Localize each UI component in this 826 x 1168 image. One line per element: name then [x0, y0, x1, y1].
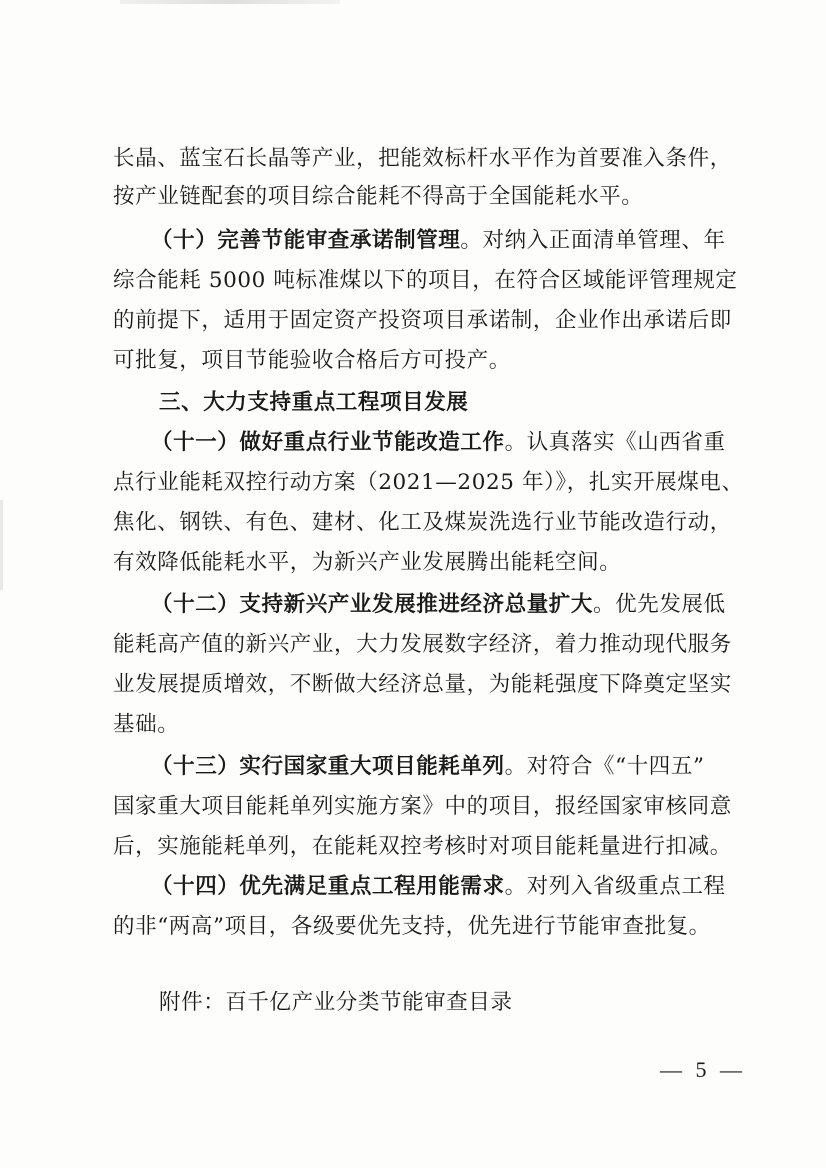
body-line-18 [113, 832, 732, 862]
line-text: 可批复，项目节能验收合格后方可投产。 [113, 348, 511, 373]
section-ten [151, 226, 726, 256]
section-eleven-text: 。认真落实《山西省重 [504, 430, 726, 455]
line-text: 焦化、钢铁、有色、建材、化工及煤炭洗选行业节能改造行动， [113, 510, 732, 535]
section-twelve [151, 590, 726, 620]
page-number: — 5 — [660, 1057, 746, 1082]
section-eleven [151, 428, 726, 458]
section-twelve-text: 。优先发展低 [593, 592, 726, 617]
section-thirteen [151, 752, 705, 782]
heading-text: 三、大力支持重点工程项目发展 [159, 390, 469, 415]
body-line-2 [113, 182, 643, 212]
line-text: 基础。 [113, 712, 180, 737]
section-thirteen-title: （十三）实行国家重大项目能耗单列 [151, 754, 505, 779]
line-text: 按产业链配套的项目综合能耗不得高于全国能耗水平。 [113, 184, 644, 209]
section-fourteen-title: （十四）优先满足重点工程用能需求 [151, 874, 505, 899]
line-text: 后，实施能耗单列，在能耗双控考核时对项目能耗量进行扣减。 [113, 834, 732, 859]
section-thirteen-text: 。对符合《“十四五” [504, 754, 705, 779]
line-text: 的非“两高”项目，各级要优先支持，优先进行节能审查批复。 [113, 914, 711, 939]
body-line-13 [113, 630, 732, 660]
body-line-14 [113, 670, 732, 700]
section-fourteen [151, 872, 726, 902]
body-line-6 [113, 346, 511, 376]
body-line-11 [113, 548, 621, 578]
line-text: 点行业能耗双控行动方案（2021—2025 年）》，扎实开展煤电、 [113, 470, 744, 495]
line-text: 有效降低能耗水平，为新兴产业发展腾出能耗空间。 [113, 550, 622, 575]
section-twelve-title: （十二）支持新兴产业发展推进经济总量扩大 [151, 592, 594, 617]
line-text: 的前提下，适用于固定资产投资项目承诺制，企业作出承诺后即 [113, 308, 732, 333]
body-line-10 [113, 508, 732, 538]
body-line-4 [113, 266, 738, 296]
body-line-5 [113, 306, 732, 336]
line-text: 国家重大项目能耗单列实施方案》中的项目，报经国家审核同意 [113, 794, 732, 819]
body-line-20 [113, 912, 711, 942]
scan-mark [120, 0, 340, 4]
line-text: 业发展提质增效，不断做大经济总量，为能耗强度下降奠定坚实 [113, 672, 732, 697]
section-ten-title: （十）完善节能审查承诺制管理 [151, 228, 461, 253]
line-text: 综合能耗 5000 吨标准煤以下的项目，在符合区域能评管理规定 [113, 268, 738, 293]
section-ten-text: 。对纳入正面清单管理、年 [460, 228, 726, 253]
attachment-text: 附件：百千亿产业分类节能审查目录 [159, 990, 513, 1015]
attachment-line [159, 988, 513, 1018]
section-eleven-title: （十一）做好重点行业节能改造工作 [151, 430, 505, 455]
body-line-1 [113, 144, 732, 174]
section-three-heading [159, 388, 468, 418]
scan-edge [0, 500, 3, 590]
body-line-15 [113, 710, 179, 740]
section-fourteen-text: 。对列入省级重点工程 [504, 874, 726, 899]
body-line-9 [113, 468, 744, 498]
line-text: 能耗高产值的新兴产业，大力发展数字经济，着力推动现代服务 [113, 632, 732, 657]
body-line-17 [113, 792, 732, 822]
line-text: 长晶、蓝宝石长晶等产业，把能效标杆水平作为首要准入条件， [113, 146, 732, 171]
